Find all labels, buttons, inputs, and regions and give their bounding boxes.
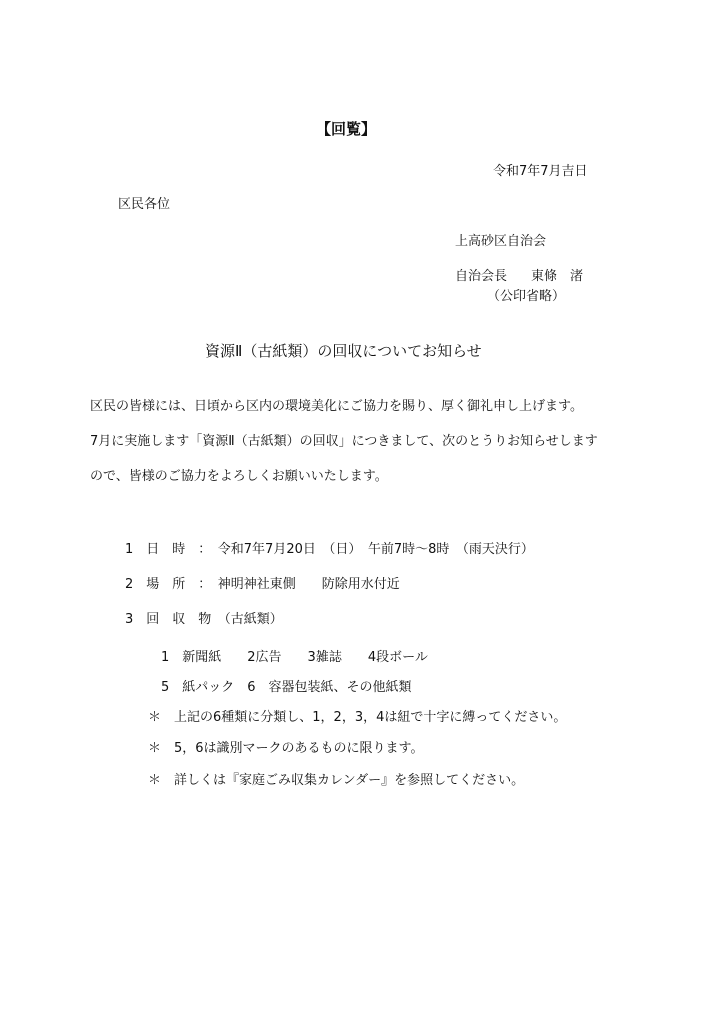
note-3: ＊ 詳しくは『家庭ごみ収集カレンダー』を参照してください。: [148, 773, 525, 788]
chair-title: 自治会長: [455, 269, 508, 284]
item-collection: 3 回 収 物 （古紙類）: [125, 612, 283, 627]
circular-title: 【回覧】: [316, 120, 377, 138]
item-place: 2 場 所 ： 神明神社東側 防除用水付近: [125, 577, 400, 592]
sender-chair: [455, 269, 583, 285]
document-date: 令和7年7月吉日: [493, 164, 588, 179]
body-line-1: 区民の皆様には、日頃から区内の環境美化にご協力を賜り、厚く御礼申し上げます。: [90, 399, 583, 414]
seal-note: （公印省略）: [487, 289, 566, 304]
item-date-time: 1 日 時 ： 令和7年7月20日 （日） 午前7時～8時 （雨天決行）: [125, 542, 534, 557]
note-1: ＊ 上記の6種類に分類し、1，2，3，4は紐で十字に縛ってください。: [148, 710, 567, 725]
notice-heading: 資源Ⅱ（古紙類）の回収についてお知らせ: [205, 342, 482, 360]
sender-organization: 上高砂区自治会: [455, 234, 547, 249]
chair-name: 東條 渚: [531, 269, 584, 284]
note-2: ＊ 5，6は識別マークのあるものに限ります。: [148, 741, 424, 756]
body-line-3: ので、皆様のご協力をよろしくお願いいたします。: [90, 469, 388, 484]
sub-item-2: 5 紙パック 6 容器包装紙、その他紙類: [161, 680, 412, 695]
body-line-2: 7月に実施します「資源Ⅱ（古紙類）の回収」につきまして、次のとうりお知らせします: [90, 434, 598, 449]
sub-item-1: 1 新聞紙 2広告 3雑誌 4段ボール: [161, 650, 428, 665]
recipient: 区民各位: [118, 197, 171, 212]
